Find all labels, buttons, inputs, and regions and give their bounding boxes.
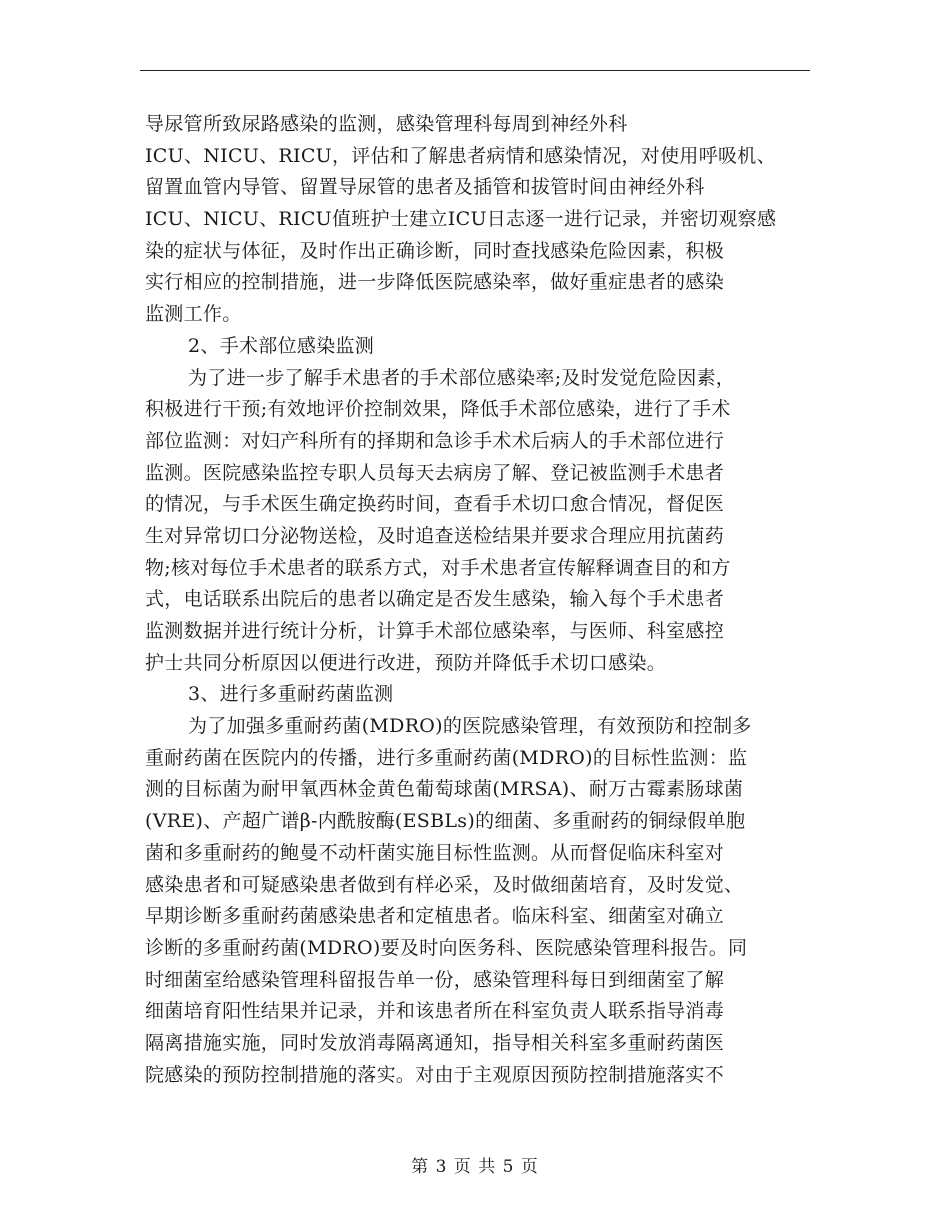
text-line: 诊断的多重耐药菌(MDRO)要及时向医务科、医院感染管理科报告。同 xyxy=(145,936,748,959)
text-line: 院感染的预防控制措施的落实。对由于主观原因预防控制措施落实不 xyxy=(145,1063,725,1086)
text-line: 染的症状与体征，及时作出正确诊断，同时查找感染危险因素，积极 xyxy=(145,239,725,262)
text-line: 导尿管所致尿路感染的监测，感染管理科每周到神经外科 xyxy=(145,113,628,135)
page-number: 第 3 页 共 5 页 xyxy=(411,1157,539,1177)
text-line: 感染患者和可疑感染患者做到有样必采，及时做细菌培育，及时发觉、 xyxy=(145,873,744,896)
paragraph-first-line: 为了进一步了解手术患者的手术部位感染率;及时发觉危险因素， xyxy=(188,366,736,389)
text-line: (VRE)、产超广谱β-内酰胺酶(ESBLs)的细菌、多重耐药的铜绿假单胞 xyxy=(145,810,746,833)
text-line: 监测工作。 xyxy=(145,303,242,326)
text-line: ICU、NICU、RICU，评估和了解患者病情和感染情况，对使用呼吸机、 xyxy=(145,144,776,167)
text-line: 生对异常切口分泌物送检，及时追查送检结果并要求合理应用抗菌药 xyxy=(145,524,725,547)
text-line: 积极进行干预;有效地评价控制效果，降低手术部位感染，进行了手术 xyxy=(145,398,731,421)
text-line: 时细菌室给感染管理科留报告单一份，感染管理科每日到细菌室了解 xyxy=(145,968,725,991)
document-body xyxy=(145,109,800,1091)
text-line: 的情况，与手术医生确定换药时间，查看手术切口愈合情况，督促医 xyxy=(145,493,725,516)
text-line: 物;核对每位手术患者的联系方式，对手术患者宣传解释调查目的和方 xyxy=(145,556,731,579)
text-line: 监测。医院感染监控专职人员每天去病房了解、登记被监测手术患者 xyxy=(145,461,725,484)
text-line: 隔离措施实施，同时发放消毒隔离通知，指导相关科室多重耐药菌医 xyxy=(145,1031,725,1054)
text-line: 重耐药菌在医院内的传播，进行多重耐药菌(MDRO)的目标性监测：监 xyxy=(145,746,748,769)
text-line: 实行相应的控制措施，进一步降低医院感染率，做好重症患者的感染 xyxy=(145,271,725,294)
header-rule xyxy=(140,70,810,71)
text-line: 菌和多重耐药的鲍曼不动杆菌实施目标性监测。从而督促临床科室对 xyxy=(145,841,725,864)
text-line: 护士共同分析原因以便进行改进，预防并降低手术切口感染。 xyxy=(145,651,667,674)
text-line: 监测数据并进行统计分析，计算手术部位感染率，与医师、科室感控 xyxy=(145,620,725,642)
text-line: 式，电话联系出院后的患者以确定是否发生感染，输入每个手术患者 xyxy=(145,588,725,611)
paragraph-first-line: 3、进行多重耐药菌监测 xyxy=(188,683,394,706)
text-line: 部位监测：对妇产科所有的择期和急诊手术术后病人的手术部位进行 xyxy=(145,429,725,452)
text-line: 测的目标菌为耐甲氧西林金黄色葡萄球菌(MRSA)、耐万古霉素肠球菌 xyxy=(145,778,744,801)
paragraph-first-line: 为了加强多重耐药菌(MDRO)的医院感染管理，有效预防和控制多 xyxy=(188,715,752,738)
text-line: 细菌培育阳性结果并记录，并和该患者所在科室负责人联系指导消毒 xyxy=(145,1000,725,1023)
text-line: 留置血管内导管、留置导尿管的患者及插管和拔管时间由神经外科 xyxy=(145,176,705,199)
paragraph-first-line: 2、手术部位感染监测 xyxy=(188,334,375,357)
text-line: 早期诊断多重耐药菌感染患者和定植患者。临床科室、细菌室对确立 xyxy=(145,905,725,928)
text-line: ICU、NICU、RICU值班护士建立ICU日志逐一进行记录，并密切观察感 xyxy=(145,208,777,231)
